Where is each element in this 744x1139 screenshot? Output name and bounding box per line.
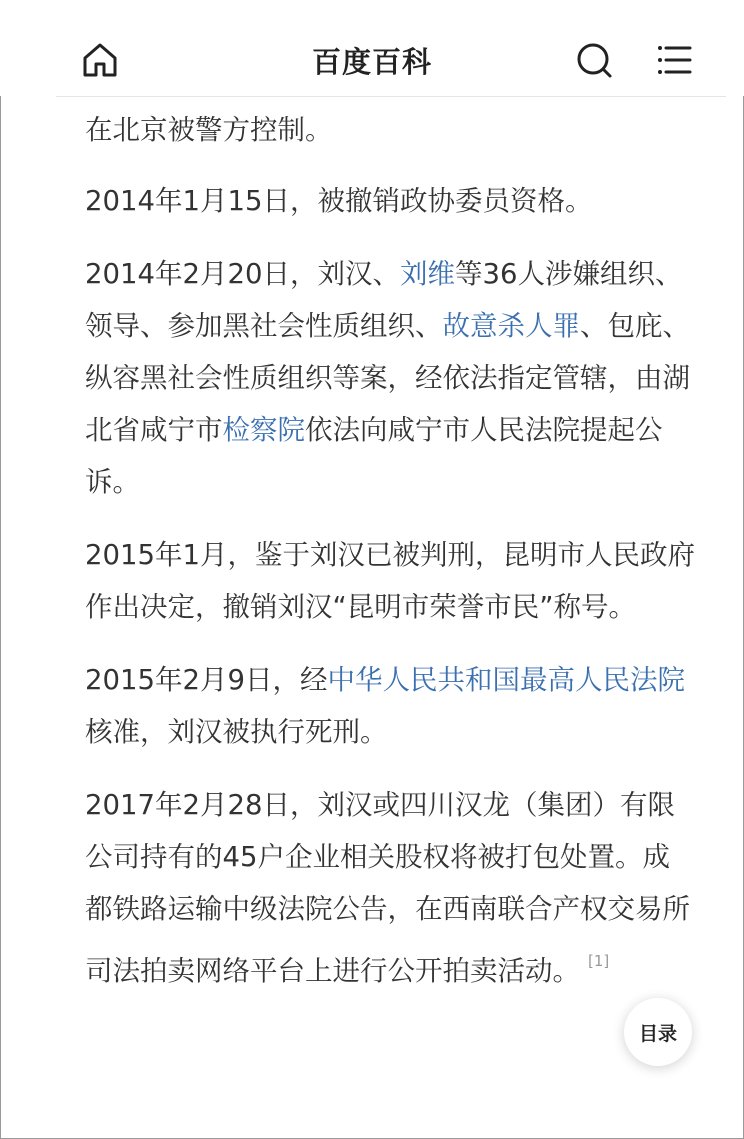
paragraph-text: 、包庇、纵容黑社会性质组织等案，经依法指定管辖，由湖北省咸宁市	[85, 310, 690, 446]
paragraph-text: 依法向咸宁市人民法院提起公诉。	[85, 414, 663, 498]
entry-link[interactable]: 故意杀人罪	[442, 310, 580, 342]
article-paragraph	[85, 175, 695, 227]
paragraph-text: 2014年1月15日，被撤销政协委员资格。	[85, 185, 593, 217]
search-icon[interactable]	[574, 40, 614, 80]
top-nav-bar	[0, 0, 744, 96]
table-of-contents-button[interactable]: 目录	[624, 998, 692, 1066]
citation-reference[interactable]: [1]	[588, 952, 610, 970]
entry-link[interactable]: 检察院	[222, 414, 305, 446]
entry-link[interactable]: 中华人民共和国最高人民法院	[327, 664, 685, 696]
paragraph-text: 在北京被警方控制。	[85, 114, 333, 146]
paragraph-text: 等36人涉嫌组织、领导、参加黑社会性质组织、	[85, 258, 683, 342]
article-paragraph	[85, 779, 695, 997]
paragraph-text: 2017年2月28日，刘汉或四川汉龙（集团）有限公司持有的45户企业相关股权将被打包处置。成都铁路运输中级法院公告，在西南联合产权交易所司法拍卖网络平台上进行公开拍卖活动。	[85, 789, 690, 987]
site-title: 百度百科	[311, 45, 432, 79]
article-body	[85, 104, 695, 1018]
article-paragraph	[85, 248, 695, 508]
article-paragraph	[85, 104, 695, 156]
menu-icon[interactable]	[654, 40, 694, 80]
article-paragraph	[85, 654, 695, 758]
paragraph-text: 2015年2月9日，经	[85, 664, 328, 696]
article-paragraph	[85, 529, 695, 633]
paragraph-text: 核准，刘汉被执行死刑。	[85, 716, 388, 748]
entry-link[interactable]: 刘维	[399, 258, 455, 290]
header-divider	[56, 96, 726, 97]
paragraph-text: 2014年2月20日，刘汉、	[85, 258, 400, 290]
paragraph-text: 2015年1月，鉴于刘汉已被判刑，昆明市人民政府作出决定，撤销刘汉“昆明市荣誉市民”称号。	[85, 539, 695, 623]
